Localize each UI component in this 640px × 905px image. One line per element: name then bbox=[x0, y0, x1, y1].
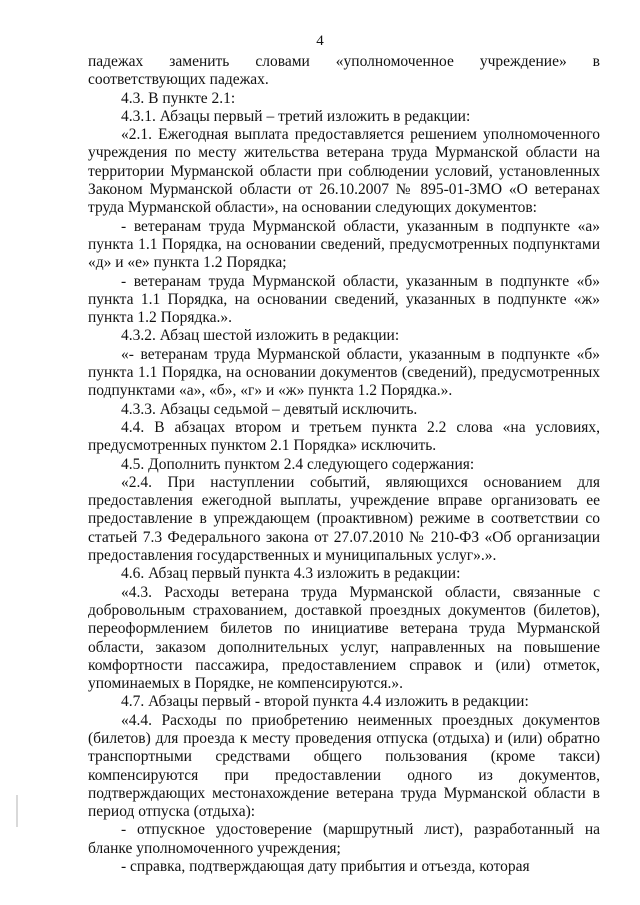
page-number: 4 bbox=[316, 33, 324, 49]
paragraph: 4.3.2. Абзац шестой изложить в редакции: bbox=[121, 327, 400, 345]
paragraph: - ветеранам труда Мурманской области, указанным в подпункте «а» пункта 1.1 Порядка, на основании сведений, предусмотренных подпунктами «д» и «е» пункта 1.2 Порядка; bbox=[88, 217, 600, 272]
paragraph: - справка, подтверждающая дату прибытия и отъезда, которая bbox=[121, 858, 530, 876]
scan-edge-mark bbox=[16, 795, 18, 827]
paragraph: - ветеранам труда Мурманской области, указанным в подпункте «б» пункта 1.1 Порядка, на основании сведений, указанных в подпункте «ж» пункта 1.2 Порядка.». bbox=[88, 272, 600, 327]
paragraph: 4.6. Абзац первый пункта 4.3 изложить в редакции: bbox=[121, 565, 461, 583]
paragraph: 4.7. Абзацы первый - второй пункта 4.4 изложить в редакции: bbox=[121, 693, 529, 711]
paragraph: 4.3.3. Абзацы седьмой – девятый исключить. bbox=[121, 400, 418, 418]
paragraph: «2.1. Ежегодная выплата предоставляется решением уполномоченного учреждения по месту жительства ветерана труда Мурманской области на территории Мурманской области при соблюдении условий, установленных Законом Мурманской области от 26.10.2007 № 895-01-ЗМО «О ветеранах труда Мурманской области», на основании следующих документов: bbox=[88, 126, 600, 217]
paragraph: 4.4. В абзацах втором и третьем пункта 2.2 слова «на условиях, предусмотренных пунктом 2.1 Порядка» исключить. bbox=[88, 418, 600, 455]
document-body bbox=[88, 53, 600, 876]
paragraph: «4.3. Расходы ветерана труда Мурманской области, связанные с добровольным страхованием, доставкой проездных документов (билетов), переоформлением билетов по инициативе ветерана труда Мурманской области, заказом дополнительных услуг, направленных на повышение комфортности пассажира, предоставлением справок и (или) отметок, упоминаемых в Порядке, не компенсируются.». bbox=[88, 583, 600, 693]
paragraph: падежах заменить словами «уполномоченное учреждение» в соответствующих падежах. bbox=[88, 53, 600, 89]
paragraph: 4.5. Дополнить пунктом 2.4 следующего содержания: bbox=[121, 455, 475, 473]
paragraph: «4.4. Расходы по приобретению неименных проездных документов (билетов) для проезда к месту проведения отпуска (отдыха) и (или) обратно транспортными средствами общего пользования (кроме такси) компенсируются при предоставлении одного из документов, подтверждающих местонахождение ветерана труда Мурманской области в период отпуска (отдыха): bbox=[88, 711, 600, 821]
paragraph: 4.3.1. Абзацы первый – третий изложить в редакции: bbox=[121, 107, 471, 125]
paragraph: - отпускное удостоверение (маршрутный лист), разработанный на бланке уполномоченного учреждения; bbox=[88, 821, 600, 857]
paragraph: «- ветеранам труда Мурманской области, указанным в подпункте «б» пункта 1.1 Порядка, на основании документов (сведений), предусмотренных подпунктами «а», «б», «г» и «ж» пункта 1.2 Порядка.». bbox=[88, 345, 600, 400]
paragraph: 4.3. В пункте 2.1: bbox=[121, 89, 236, 107]
paragraph: «2.4. При наступлении событий, являющихся основанием для предоставления ежегодной выплаты, учреждение вправе организовать ее предоставление в упреждающем (проактивном) режиме в соответствии со статьей 7.3 Федерального закона от 27.07.2010 № 210-ФЗ «Об организации предоставления государственных и муниципальных услуг».». bbox=[88, 473, 600, 565]
